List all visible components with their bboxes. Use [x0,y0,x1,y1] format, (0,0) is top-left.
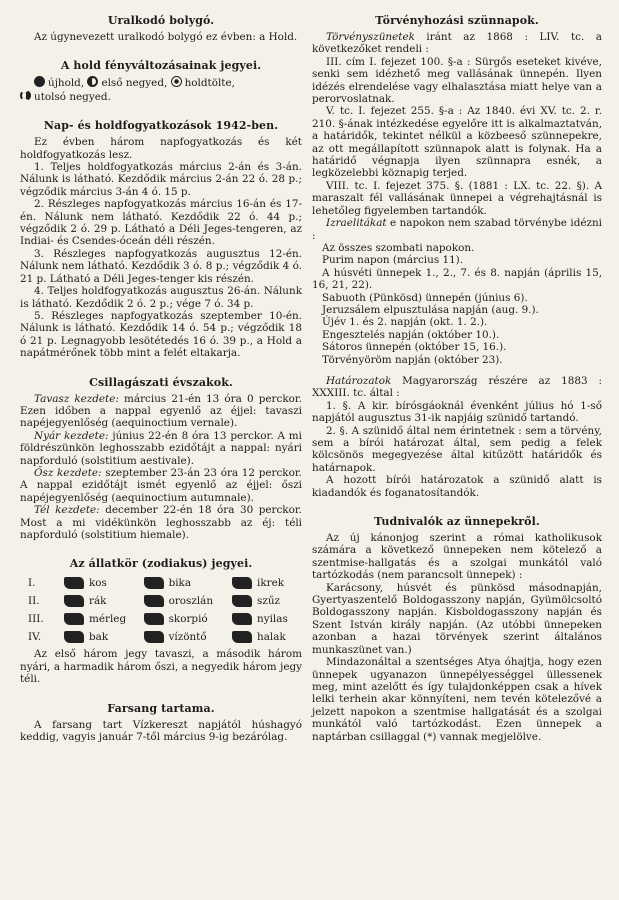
left-column [20,14,302,743]
paragraph: Az úgynevezett uralkodó bolygó ez évben: a Hold. [34,31,298,43]
paragraph [312,375,602,400]
section-farsang [20,702,302,744]
paragraph: Mindazonáltal a szentséges Atya óhajtja, hogy ezen ünnepek ugyanazon ünnepélyességgel üllessenek meg, mint azelőtt és így tulajdonképpen csak a hívek lelki terhein akar könnyíteni, nem tevén kötelezővé a jelzett napokon a szentmise hallgatását és a szolgai munkától való tartózkodást. Ezen ünnepek a naptárban csillaggal (*) vannak megjelölve. [312,656,602,743]
paragraph: 5. Részleges napfogyatkozás szeptember 10-én. Nálunk is látható. Kezdődik 14 ó. 54 p.; végződik 18 ó 21 p. Legnagyobb lesötétedés 16 ó. 39 p., a Hold a napátmérőnek több mint a felét eltakarja. [20,309,302,360]
paragraph: 4. Teljes holdfogyatkozás augusztus 26-án. Nálunk is látható. Kezdődik 2 ó. 2 p.; vége 7 ó. 34 p. [20,285,302,310]
sign-label: rák [89,595,107,608]
paragraph: V. tc. I. fejezet 255. §-a : Az 1840. évi XV. tc. 2. r. 210. §-ának intézkedése egyelőre itt is alkalmaztatván, a határidők, tekintet nélkül a közbeeső szünnepekre, az ott megállapított szünnapok alatt is folynak. Ha a határidő végnapja ilyen szünnapra esnék, a legközelebbi köznapig terjed. [312,105,602,180]
lead-text: Magyarország részére az 1883 : XXXIII. tc. által : [312,374,602,400]
section-hold-jegyei [20,59,302,103]
sign-label: nyilas [257,613,288,626]
section-title: Uralkodó bolygó. [107,14,215,27]
taurus-icon [144,577,164,589]
list-item: Az összes szombati napokon. [322,241,475,254]
moon-phase-label: holdtölte, [184,77,235,90]
list-item: Sátoros ünnepén (október 15, 16.). [322,341,507,354]
capricorn-icon [64,631,84,643]
sign-label: vízöntő [168,631,207,644]
paragraph [312,217,602,242]
leo-icon [144,595,164,607]
paragraph: Ez évben három napfogyatkozás és két holdfogyatkozás lesz. [20,136,302,161]
list-item: Engesztelés napján (október 10.). [322,328,500,341]
moon-phase-label: utolsó negyed. [34,90,111,103]
cancer-icon [64,595,84,607]
paragraph [20,430,302,467]
lead-label: Izraelitákat [326,217,387,230]
section-title: Nap- és holdfogyatkozások 1942-ben. [43,119,279,133]
paragraph: 2. §. A szünidő által nem érintetnek : sem a törvény, sem a bírói határozat által, sem pedig a felek kölcsönös megegyezése által kitűzött határidők és határnapok. [312,424,602,474]
paragraph [20,393,302,430]
sign-label: ikrek [257,577,285,590]
moon-phase-label: első negyed, [101,77,168,90]
table-row [20,610,302,628]
table-row [20,574,302,592]
section-allatkor [20,557,302,685]
row-number: I. [28,577,36,590]
season-text: március 21-én 13 óra 0 perckor. Ezen időben a nappal egyenlő az éjjel: tavaszi napéjegyenlőség (aequinoctium vernale). [20,392,303,430]
paragraph: A farsang tart Vízkereszt napjától húshagyó keddig, vagyis január 7-től március 9-ig bezárólag. [20,718,302,744]
list-item: Újév 1. és 2. napján (okt. 1. 2.). [322,316,488,329]
sign-label: skorpió [168,613,208,626]
moon-phase-line [20,90,302,103]
list-item: Purim napon (március 11). [322,254,464,267]
paragraph: III. cím I. fejezet 100. §-a : Sürgős eseteket kivéve, senki sem idézhető meg vallásának ünnepén. Ilyen idézés elrendelése vagy elhalasztása miatt helye van a perorvoslatnak. [312,55,602,106]
section-szunnapok [312,14,602,499]
lead-text: e napokon nem szabad törvénybe idézni : [312,217,602,242]
new-moon-icon [34,76,45,87]
paragraph: 1. §. A kir. bírósgáoknál évenként július hó 1-ső napjától augusztus 31-ik napjáig szünidő tartandó. [312,399,602,425]
season-text: június 22-én 8 óra 13 perckor. A mi földrészünkön leghosszabb ezidőtájt a nappal: nyári napforduló (solstitium aestivale). [20,429,302,467]
section-uralkodo-bolygo [20,14,302,43]
paragraph [312,31,602,56]
season-label: Ősz kezdete: [34,466,102,479]
paragraph: 1. Teljes holdfogyatkozás március 2-án és 3-án. Nálunk is látható. Kezdődik március 2-án 22 ó. 28 p.; végződik március 3-án 4 ó. 15 p. [20,161,302,198]
sign-label: oroszlán [168,595,214,608]
table-row [20,628,302,646]
paragraph [20,504,302,541]
sign-label: mérleg [89,613,127,626]
season-label: Nyár kezdete: [34,429,109,442]
section-title: Az állatkör (zodiakus) jegyei. [69,557,253,571]
aries-icon [64,577,84,589]
paragraph: 2. Részleges napfogyatkozás március 16-án és 17-én. Nálunk nem látható. Kezdődik 22 ó. 44 p.; végződik 2 ó. 29 p. Látható a Déli Jeges-tengeren, az Indiai- és Csendes-óceán déli részén. [20,198,302,248]
zodiac-table [20,574,302,646]
right-column [312,14,602,743]
section-title: Csillagászati évszakok. [89,375,233,389]
full-moon-icon [171,76,182,87]
aquarius-icon [144,631,164,643]
list-item: Jeruzsálem elpusztulása napján (aug. 9.). [322,303,539,316]
section-fogyatkozasok [20,119,302,359]
list-item: Törvényöröm napján (október 23). [322,353,503,366]
paragraph: Az új kánonjog szerint a római katholikusok számára a következő ünnepeken nem kötelező a szentmise-hallgatás és a szolgai munkától való tartózkodás (nem parancsolt ünnepek) : [312,532,602,582]
paragraph: Karácsony, húsvét és pünkösd másodnapján, Gyertyaszentelő Boldogasszony napján, Gyümölcsoltó Boldogasszony napján. Kisboldogasszony napján és Szent István király napján. (Az utóbbi ünnepeken azonban a hazai törvények szerint általános munkaszünet van.) [312,581,602,656]
season-text: szeptember 23-án 23 óra 12 perckor. A nappal ezidőtájt ismét egyenlő az éjjel: őszi napéjegyenlőség (aequinoctium autumnale). [20,466,302,504]
season-label: Tavasz kezdete: [34,392,119,405]
lead-label: Határozatok [326,374,392,387]
row-number: IV. [28,631,42,644]
list-item: A húsvéti ünnepek 1., 2., 7. és 8. napján (április 15, 16, 21, 22). [312,266,602,292]
paragraph: 3. Részleges napfogyatkozás augusztus 12-én. Nálunk nem látható. Kezdődik 3 ó. 8 p.; végződik 4 ó. 21 p. Látható a Déli Jeges-tenger kis részén. [20,247,302,285]
section-title: Farsang tartama. [107,701,215,715]
last-quarter-icon [20,90,31,101]
paragraph [20,467,302,504]
section-title: Törvényhozási szünnapok. [375,14,539,27]
season-text: december 22-én 18 óra 30 perckor. Most a mi vidékünkön leghosszabb az éj: téli napforduló (solstitium hiemale). [20,504,302,541]
section-evszakok [20,376,302,542]
row-number: III. [28,613,44,626]
sign-label: bika [168,577,192,590]
table-row [20,592,302,610]
sign-label: halak [257,631,286,644]
pisces-icon [232,631,252,643]
sign-label: kos [89,577,107,590]
holiday-list [312,242,602,366]
first-quarter-icon [87,76,98,87]
paragraph: VIII. tc. I. fejezet 375. §. (1881 : LX. tc. 22. §). A maraszalt fél vallásának ünnepei a végrehajtásnál is lehetőleg figyelemben tartandók. [312,179,602,217]
libra-icon [64,613,84,625]
moon-phase-label: újhold, [48,77,85,90]
season-label: Tél kezdete: [34,504,100,517]
section-title: A hold fényváltozásainak jegyei. [60,59,262,73]
paragraph: A hozott bírói határozatok a szünidő alatt is kiadandók és foganatosítandók. [312,474,602,499]
list-item: Sabuoth (Pünkösd) ünnepén (június 6). [322,291,528,304]
section-title: Tudnivalók az ünnepekről. [374,515,540,529]
paragraph: Az első három jegy tavaszi, a második három nyári, a harmadik három őszi, a negyedik három jegy téli. [20,648,302,686]
scorpio-icon [144,613,164,625]
row-number: II. [28,595,40,608]
sign-label: bak [89,631,109,644]
lead-text: iránt az 1868 : LIV. tc. a következőket rendeli : [312,31,602,56]
gemini-icon [232,577,252,589]
section-unnepek [312,515,602,743]
lead-label: Törvényszünetek [326,31,415,43]
sign-label: szűz [257,595,281,608]
virgo-icon [232,595,252,607]
sagittarius-icon [232,613,252,625]
moon-phase-line [20,76,302,89]
